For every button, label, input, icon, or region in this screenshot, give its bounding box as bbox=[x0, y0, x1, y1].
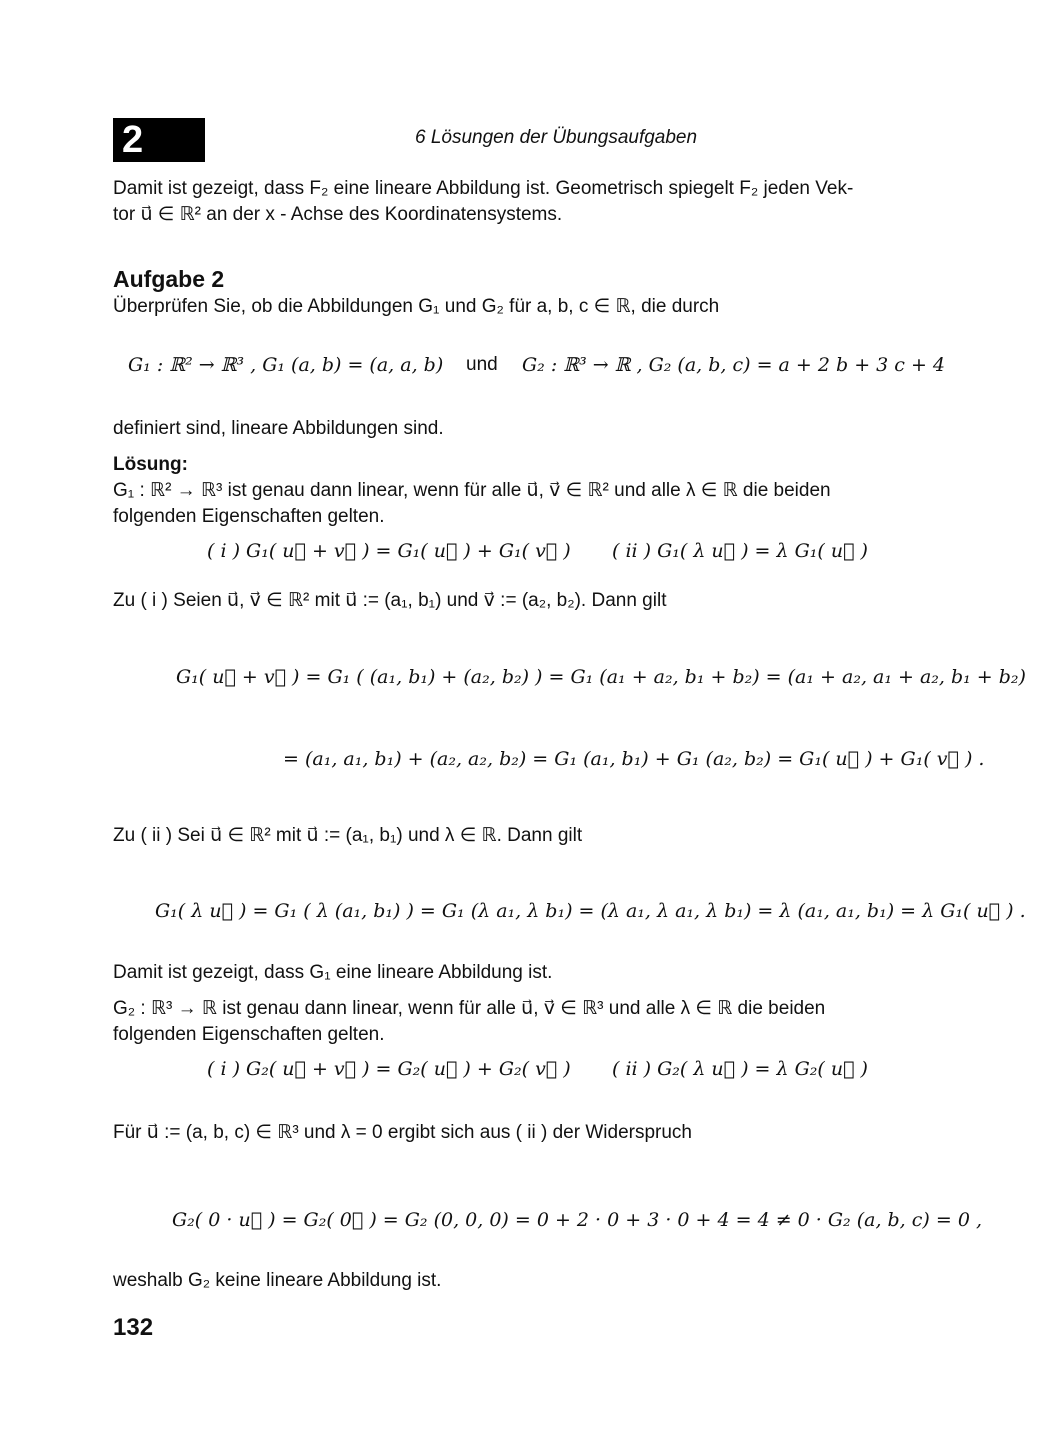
page-number: 132 bbox=[113, 1314, 154, 1341]
intro-paragraph bbox=[113, 176, 943, 228]
fuer-line: Für u⃗ := (a, b, c) ∈ ℝ³ und λ = 0 ergibt sich aus ( ii ) der Widerspruch bbox=[113, 1122, 692, 1143]
definition-und: und bbox=[466, 354, 498, 375]
g2-property-i: ( i ) G₂( u⃗ + v⃗ ) = G₂( u⃗ ) + G₂( v⃗ ) bbox=[207, 1058, 571, 1080]
g2-intro-line-1: G₂ : ℝ³ → ℝ ist genau dann linear, wenn für alle u⃗, v⃗ ∈ ℝ³ und alle λ ∈ ℝ die beiden bbox=[113, 998, 826, 1019]
definition-g2: G₂ : ℝ³ → ℝ , G₂ (a, b, c) = a + 2 b + 3 c + 4 bbox=[522, 354, 946, 376]
g1-intro-line-1: G₁ : ℝ² → ℝ³ ist genau dann linear, wenn für alle u⃗, v⃗ ∈ ℝ² und alle λ ∈ ℝ die beiden bbox=[113, 480, 831, 501]
g1-intro bbox=[113, 478, 943, 530]
intro-line-2: tor u⃗ ∈ ℝ² an der x - Achse des Koordinatensystems. bbox=[113, 204, 563, 225]
running-title: 6 Lösungen der Übungsaufgaben bbox=[415, 127, 698, 148]
intro-line-1: Damit ist gezeigt, dass F₂ eine lineare Abbildung ist. Geometrisch spiegelt F₂ jeden Vek- bbox=[113, 178, 854, 199]
equation-i-line-1: G₁( u⃗ + v⃗ ) = G₁ ( (a₁, b₁) + (a₂, b₂) ) = G₁ (a₁ + a₂, b₁ + b₂) = (a₁ + a₂, a₁ + a₂, b₁ + b₂) bbox=[176, 666, 1026, 688]
chapter-number: 2 bbox=[122, 119, 144, 161]
equation-i-line-2: = (a₁, a₁, b₁) + (a₂, a₂, b₂) = G₁ (a₁, b₁) + G₁ (a₂, b₂) = G₁( u⃗ ) + G₁( v⃗ ) . bbox=[283, 748, 985, 770]
definition-g1: G₁ : ℝ² → ℝ³ , G₁ (a, b) = (a, a, b) bbox=[128, 354, 444, 376]
task-statement: Überprüfen Sie, ob die Abbildungen G₁ und G₂ für a, b, c ∈ ℝ, die durch bbox=[113, 296, 720, 317]
g1-conclusion: Damit ist gezeigt, dass G₁ eine lineare Abbildung ist. bbox=[113, 962, 553, 983]
g1-property-i: ( i ) G₁( u⃗ + v⃗ ) = G₁( u⃗ ) + G₁( v⃗ ) bbox=[207, 540, 571, 562]
zu-i-line: Zu ( i ) Seien u⃗, v⃗ ∈ ℝ² mit u⃗ := (a₁, b₁) und v⃗ := (a₂, b₂). Dann gilt bbox=[113, 590, 667, 611]
zu-ii-line: Zu ( ii ) Sei u⃗ ∈ ℝ² mit u⃗ := (a₁, b₁) und λ ∈ ℝ. Dann gilt bbox=[113, 825, 583, 846]
task-heading: Aufgabe 2 bbox=[113, 266, 225, 292]
task-tail: definiert sind, lineare Abbildungen sind. bbox=[113, 418, 444, 439]
equation-ii: G₁( λ u⃗ ) = G₁ ( λ (a₁, b₁) ) = G₁ (λ a₁, λ b₁) = (λ a₁, λ a₁, λ b₁) = λ (a₁, a₁, b₁) = λ G₁( u⃗ ) . bbox=[155, 900, 1026, 922]
g2-conclusion: weshalb G₂ keine lineare Abbildung ist. bbox=[113, 1270, 442, 1291]
g2-intro bbox=[113, 996, 943, 1048]
g1-property-ii: ( ii ) G₁( λ u⃗ ) = λ G₁( u⃗ ) bbox=[612, 540, 868, 562]
g2-intro-line-2: folgenden Eigenschaften gelten. bbox=[113, 1024, 385, 1045]
g2-property-ii: ( ii ) G₂( λ u⃗ ) = λ G₂( u⃗ ) bbox=[612, 1058, 868, 1080]
g1-intro-line-2: folgenden Eigenschaften gelten. bbox=[113, 506, 385, 527]
equation-contradiction: G₂( 0 · u⃗ ) = G₂( 0⃗ ) = G₂ (0, 0, 0) = 0 + 2 · 0 + 3 · 0 + 4 = 4 ≠ 0 · G₂ (a, b, c) = 0 , bbox=[172, 1209, 982, 1231]
solution-label: Lösung: bbox=[113, 454, 188, 475]
